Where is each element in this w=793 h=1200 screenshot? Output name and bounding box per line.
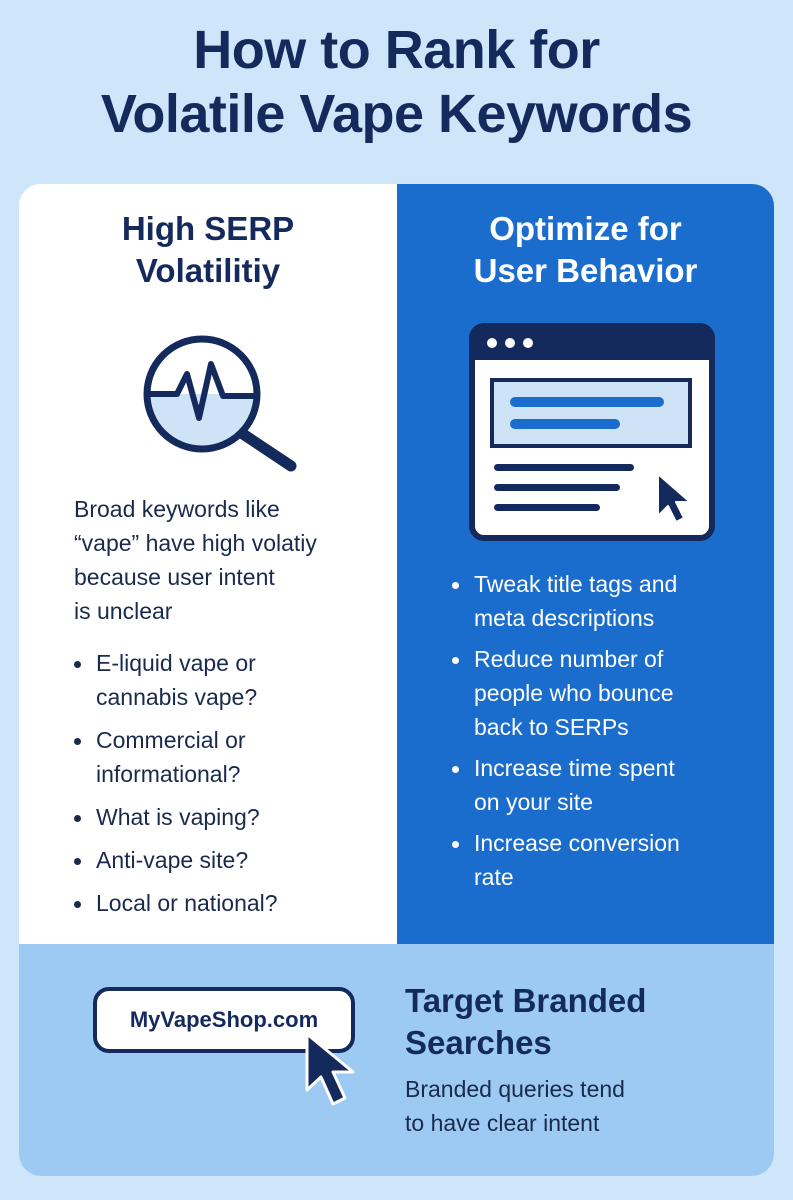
list-item-text: Anti-vape site?: [96, 847, 249, 873]
branded-searches-heading: [405, 980, 646, 1064]
list-item-text: rate: [474, 864, 514, 890]
bullet-dot: [452, 657, 459, 664]
intro-line: is unclear: [74, 598, 173, 624]
list-item: [74, 800, 278, 834]
intro-line: “vape” have high volatiy: [74, 530, 317, 556]
bullet-dot: [74, 661, 81, 668]
serp-volatility-panel: [19, 184, 397, 944]
bullet-dot: [74, 858, 81, 865]
list-item-text: people who bounce: [474, 680, 674, 706]
list-item-text: back to SERPs: [474, 714, 629, 740]
intro-line: Broad keywords like: [74, 496, 280, 522]
list-item: [74, 646, 278, 714]
magnifying-glass-with-pulse-icon: [135, 324, 305, 474]
page-title: [0, 18, 793, 146]
branded-heading-line-2: Searches: [405, 1024, 552, 1061]
branded-text-line-2: to have clear intent: [405, 1110, 600, 1136]
list-item: [452, 567, 680, 635]
list-item: [74, 886, 278, 920]
user-behavior-heading-line-1: Optimize for: [489, 210, 682, 247]
bullet-dot: [74, 815, 81, 822]
bullet-dot: [452, 841, 459, 848]
branded-heading-line-1: Target Branded: [405, 982, 647, 1019]
infographic-card: [19, 184, 774, 1176]
list-item-text: informational?: [96, 761, 241, 787]
list-item: [452, 642, 680, 744]
list-item: [74, 723, 278, 791]
branded-text-line-1: Branded queries tend: [405, 1076, 625, 1102]
branded-searches-panel: [19, 944, 774, 1176]
intent-question-list: [74, 646, 278, 929]
user-behavior-heading: [397, 208, 774, 292]
list-item: [74, 843, 278, 877]
list-item-text: Increase time spent: [474, 755, 675, 781]
list-item-text: What is vaping?: [96, 804, 260, 830]
serp-volatility-heading-line-1: High SERP: [121, 210, 295, 247]
list-item-text: Reduce number of: [474, 646, 664, 672]
branded-url-box: MyVapeShop.com: [93, 987, 355, 1053]
user-behavior-panel: [397, 184, 774, 944]
list-item-text: cannabis vape?: [96, 684, 258, 710]
intro-line: because user intent: [74, 564, 275, 590]
list-item-text: Tweak title tags and: [474, 571, 678, 597]
browser-window-with-cursor-icon: [468, 322, 716, 542]
list-item-text: Local or national?: [96, 890, 278, 916]
page-title-line-1: How to Rank for: [193, 20, 600, 80]
list-item-text: on your site: [474, 789, 593, 815]
behavior-tips-list: [452, 567, 680, 901]
bullet-dot: [74, 738, 81, 745]
volatility-intro-text: [74, 492, 374, 628]
page-title-line-2: Volatile Vape Keywords: [100, 84, 693, 144]
bullet-dot: [452, 582, 459, 589]
cursor-arrow-icon: [301, 1030, 373, 1108]
list-item: [452, 751, 680, 819]
list-item-text: Increase conversion: [474, 830, 680, 856]
user-behavior-heading-line-2: User Behavior: [473, 252, 698, 289]
bullet-dot: [452, 766, 459, 773]
list-item-text: E-liquid vape or: [96, 650, 256, 676]
serp-volatility-heading: [19, 208, 397, 292]
list-item-text: meta descriptions: [474, 605, 655, 631]
branded-searches-description: [405, 1072, 625, 1140]
bullet-dot: [74, 901, 81, 908]
serp-volatility-heading-line-2: Volatilitiy: [135, 252, 281, 289]
list-item-text: Commercial or: [96, 727, 246, 753]
list-item: [452, 826, 680, 894]
